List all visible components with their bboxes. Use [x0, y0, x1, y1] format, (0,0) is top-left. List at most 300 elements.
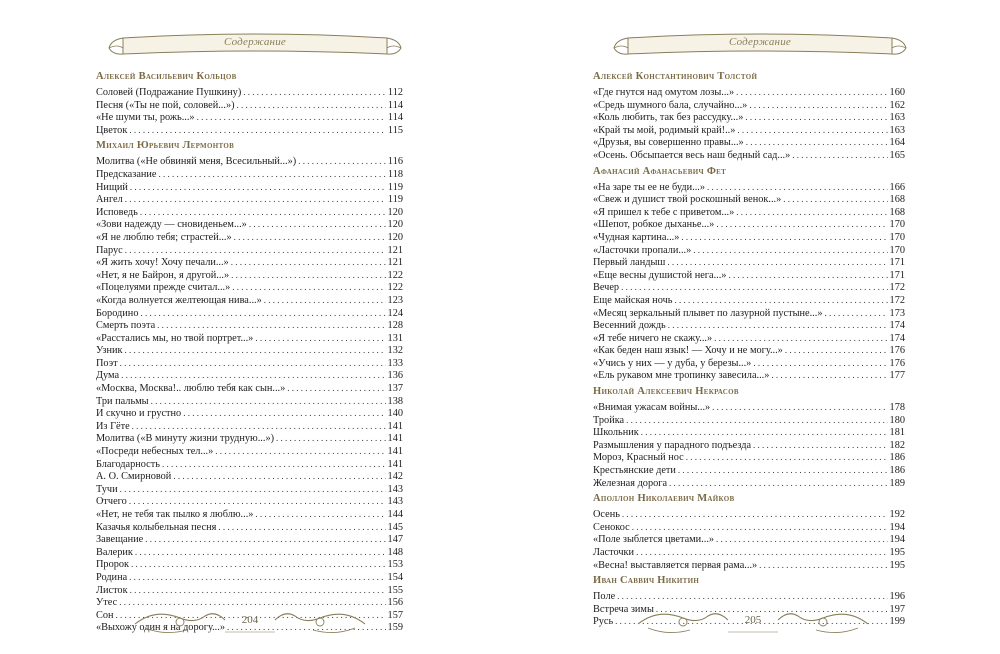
entry-page-number: 143 [387, 483, 403, 495]
dot-leader [158, 168, 385, 181]
entry-page-number: 199 [889, 616, 905, 628]
entry-title: Исповедь [96, 206, 138, 218]
dot-leader [632, 521, 888, 534]
toc-entry [96, 508, 403, 521]
footer-ornament [628, 602, 878, 642]
entry-page-number: 181 [889, 427, 905, 439]
entry-title: Из Гёте [96, 420, 130, 432]
entry-page-number: 160 [889, 87, 905, 98]
dot-leader [737, 124, 887, 137]
dot-leader [716, 218, 887, 231]
page-number: 205 [744, 614, 762, 626]
entry-title: Размышления у парадного подъезда [593, 439, 752, 451]
entry-page-number: 174 [889, 332, 905, 344]
entry-page-number: 147 [387, 534, 403, 546]
entry-page-number: 176 [889, 345, 905, 357]
dot-leader [125, 244, 386, 257]
dot-leader [132, 420, 386, 433]
dot-leader [716, 533, 888, 546]
dot-leader [140, 307, 385, 320]
toc-entry [96, 395, 403, 408]
entry-page-number: 153 [387, 559, 403, 571]
entry-title: «Еще весны душистой нега...» [593, 269, 727, 281]
dot-leader [707, 181, 888, 194]
dot-leader [681, 231, 887, 244]
right-page [500, 0, 1000, 654]
entry-title: «Свеж и душист твой роскошный венок...» [593, 194, 782, 206]
entry-title: Благодарность [96, 458, 160, 470]
dot-leader [712, 401, 887, 414]
dot-leader [641, 426, 888, 439]
entry-title: Пророк [96, 559, 130, 571]
toc-entry [96, 357, 403, 370]
header-banner [610, 28, 910, 64]
entry-page-number: 121 [387, 244, 403, 256]
entry-title: «Я жить хочу! Хочу печали...» [96, 257, 229, 269]
dot-leader [753, 439, 888, 452]
entry-page-number: 195 [889, 559, 905, 571]
entry-title: Три пальмы [96, 395, 149, 407]
author-heading: Николай Алексеевич Некрасов [593, 386, 739, 398]
entry-title: «Поле зыблется цветами...» [593, 534, 715, 546]
entry-page-number: 172 [889, 294, 905, 306]
entry-title: «Выхожу один я на дорогу...» [96, 622, 225, 634]
entry-title: Утес [96, 597, 118, 609]
entry-page-number: 141 [387, 446, 403, 458]
entry-title: Соловей (Подражание Пушкину) [96, 87, 242, 98]
toc-entry [593, 344, 905, 357]
entry-page-number: 120 [387, 231, 403, 243]
dot-leader [120, 483, 386, 496]
toc-entry [593, 99, 905, 112]
toc-entry [96, 99, 403, 112]
entry-title: Весенний дождь [593, 320, 666, 332]
dot-leader [617, 590, 887, 603]
entry-page-number: 114 [387, 99, 403, 111]
entry-page-number: 163 [889, 112, 905, 124]
entry-title: Осень [593, 509, 620, 521]
dot-leader [234, 231, 386, 244]
entry-title: Встреча зимы [593, 603, 654, 615]
dot-leader [129, 571, 385, 584]
dot-leader [728, 269, 887, 282]
toc-entry [593, 508, 905, 521]
toc-entry [593, 439, 905, 452]
entry-title: Сенокос [593, 521, 630, 533]
dot-leader [231, 269, 385, 282]
entry-page-number: 112 [387, 87, 403, 98]
dot-leader [173, 470, 385, 483]
entry-title: «Коль любить, так без рассудку...» [593, 112, 744, 124]
entry-title: Молитва («Не обвиняй меня, Всесильный...») [96, 156, 297, 168]
entry-title: Мороз, Красный нос [593, 452, 684, 464]
entry-page-number: 189 [889, 477, 905, 489]
entry-title: Дума [96, 370, 120, 382]
toc-entry [593, 357, 905, 370]
dot-leader [130, 584, 386, 597]
toc-entry [96, 369, 403, 382]
toc-entry [593, 218, 905, 231]
toc-entry [96, 206, 403, 219]
dot-leader [124, 344, 385, 357]
entry-page-number: 171 [889, 269, 905, 281]
entry-title: «Средь шумного бала, случайно...» [593, 99, 748, 111]
toc-entry [593, 546, 905, 559]
entry-title: Школьник [593, 427, 639, 439]
entry-title: Еще майская ночь [593, 294, 673, 306]
dot-leader [218, 521, 385, 534]
entry-page-number: 123 [387, 294, 403, 306]
entry-page-number: 171 [889, 257, 905, 269]
entry-page-number: 170 [889, 231, 905, 243]
toc-entry [593, 533, 905, 546]
entry-page-number: 121 [387, 257, 403, 269]
toc-entry [96, 407, 403, 420]
entry-title: «Когда волнуется желтеющая нива...» [96, 294, 262, 306]
dot-leader [120, 357, 386, 370]
author-heading: Михаил Юрьевич Лермонтов [96, 140, 235, 152]
entry-page-number: 170 [889, 244, 905, 256]
toc-entry [593, 369, 905, 382]
entry-title: «Расстались мы, но твой портрет...» [96, 332, 254, 344]
entry-title: Парус [96, 244, 123, 256]
entry-title: Родина [96, 571, 128, 583]
entry-page-number: 192 [889, 509, 905, 521]
dot-leader [215, 445, 385, 458]
dot-leader [151, 395, 386, 408]
entry-page-number: 119 [387, 181, 403, 193]
entry-title: Смерть поэта [96, 320, 156, 332]
entry-page-number: 131 [387, 332, 403, 344]
toc-entry [593, 256, 905, 269]
entry-title: «Не шуми ты, рожь...» [96, 112, 195, 124]
entry-title: «Чудная картина...» [593, 231, 680, 243]
toc-entry [96, 319, 403, 332]
toc-entry [593, 281, 905, 294]
entry-page-number: 141 [387, 458, 403, 470]
entry-title: «Я тебе ничего не скажу...» [593, 332, 713, 344]
dot-leader [746, 136, 888, 149]
toc-entry [96, 269, 403, 282]
entry-title: «Учись у них — у дуба, у березы...» [593, 357, 752, 369]
entry-title: Узник [96, 345, 123, 357]
dot-leader [145, 533, 385, 546]
toc-entry [593, 269, 905, 282]
toc-entry [96, 244, 403, 257]
entry-title: «Внимая ужасам войны...» [593, 402, 711, 414]
entry-page-number: 120 [387, 219, 403, 231]
toc-entry [593, 451, 905, 464]
entry-title: Валерик [96, 546, 133, 558]
entry-page-number: 174 [889, 320, 905, 332]
toc-entry [96, 181, 403, 194]
toc-list [96, 70, 403, 634]
toc-entry [593, 477, 905, 490]
dot-leader [232, 281, 385, 294]
entry-page-number: 194 [889, 521, 905, 533]
entry-page-number: 132 [387, 345, 403, 357]
toc-entry [96, 256, 403, 269]
dot-leader [237, 99, 386, 112]
header-title: Содержание [728, 36, 791, 48]
entry-title: «Я пришел к тебе с приветом...» [593, 206, 735, 218]
entry-title: Тройка [593, 414, 625, 426]
toc-entry [96, 111, 403, 124]
footer-ornament [125, 602, 375, 642]
author-heading: Афанасий Афанасьевич Фет [593, 165, 727, 177]
toc-entry [96, 307, 403, 320]
entry-title: Вечер [593, 282, 620, 294]
page-number: 204 [241, 614, 259, 626]
entry-page-number: 115 [387, 124, 403, 136]
entry-page-number: 172 [889, 282, 905, 294]
toc-entry [96, 155, 403, 168]
entry-page-number: 180 [889, 414, 905, 426]
entry-page-number: 141 [387, 433, 403, 445]
dot-leader [622, 508, 888, 521]
entry-page-number: 186 [889, 465, 905, 477]
entry-page-number: 140 [387, 408, 403, 420]
entry-title: Цветок [96, 124, 128, 136]
dot-leader [162, 458, 386, 471]
entry-page-number: 173 [889, 307, 905, 319]
dot-leader [783, 193, 887, 206]
toc-entry [593, 294, 905, 307]
entry-page-number: 124 [387, 307, 403, 319]
dot-leader [714, 332, 887, 345]
toc-entry [593, 521, 905, 534]
entry-page-number: 155 [387, 584, 403, 596]
entry-page-number: 177 [889, 370, 905, 382]
dot-leader [249, 218, 386, 231]
dot-leader [276, 432, 386, 445]
toc-entry [96, 382, 403, 395]
entry-title: Песня («Ты не пой, соловей...») [96, 99, 235, 111]
dot-leader [121, 369, 385, 382]
toc-entry [593, 193, 905, 206]
dot-leader [736, 86, 887, 99]
entry-title: Железная дорога [593, 477, 668, 489]
entry-title: Молитва («В минуту жизни трудную...») [96, 433, 275, 445]
dot-leader [745, 111, 887, 124]
dot-leader [135, 546, 386, 559]
entry-page-number: 168 [889, 194, 905, 206]
toc-entry [96, 558, 403, 571]
entry-title: «Край ты мой, родимый край!..» [593, 124, 736, 136]
entry-title: Отчего [96, 496, 127, 508]
dot-leader [792, 149, 887, 162]
entry-title: Первый ландыш [593, 257, 666, 269]
entry-title: «Поцелуями прежде считал...» [96, 282, 231, 294]
header-title: Содержание [223, 36, 286, 48]
entry-title: «Зови надежду — сновиденьем...» [96, 219, 247, 231]
entry-title: «Москва, Москва!.. люблю тебя как сын...» [96, 383, 286, 395]
toc-list [593, 70, 905, 628]
dot-leader [243, 86, 386, 99]
dot-leader [129, 495, 386, 508]
entry-page-number: 162 [889, 99, 905, 111]
entry-title: Сон [96, 609, 114, 621]
toc-entry [96, 584, 403, 597]
dot-leader [621, 281, 887, 294]
author-heading: Аполлон Николаевич Майков [593, 493, 735, 505]
toc-entry [96, 533, 403, 546]
entry-title: Бородино [96, 307, 139, 319]
toc-entry [96, 332, 403, 345]
dot-leader [255, 508, 385, 521]
entry-page-number: 154 [387, 571, 403, 583]
toc-entry [593, 149, 905, 162]
toc-entry [96, 218, 403, 231]
toc-entry [593, 244, 905, 257]
toc-entry [593, 86, 905, 99]
toc-entry [593, 426, 905, 439]
entry-page-number: 122 [387, 282, 403, 294]
entry-page-number: 148 [387, 546, 403, 558]
toc-entry [96, 470, 403, 483]
entry-title: «Осень. Обсыпается весь наш бедный сад...» [593, 149, 791, 161]
entry-title: «Месяц зеркальный плывет по лазурной пустыне...» [593, 307, 823, 319]
entry-title: Завещание [96, 534, 144, 546]
toc-entry [593, 136, 905, 149]
entry-title: «Как беден наш язык! — Хочу и не могу...» [593, 345, 783, 357]
toc-entry [96, 546, 403, 559]
dot-leader [736, 206, 887, 219]
author-heading: Алексей Константинович Толстой [593, 71, 758, 82]
entry-page-number: 194 [889, 534, 905, 546]
entry-page-number: 157 [387, 609, 403, 621]
entry-page-number: 164 [889, 137, 905, 149]
entry-page-number: 168 [889, 206, 905, 218]
toc-entry [96, 86, 403, 99]
entry-page-number: 141 [387, 420, 403, 432]
entry-page-number: 166 [889, 181, 905, 193]
dot-leader [197, 111, 386, 124]
entry-title: Ласточки [593, 547, 635, 558]
dot-leader [231, 256, 386, 269]
dot-leader [298, 155, 386, 168]
entry-title: Крестьянские дети [593, 465, 676, 477]
toc-entry [96, 231, 403, 244]
dot-leader [626, 414, 887, 427]
entry-title: Русь [593, 616, 614, 628]
dot-leader [759, 559, 887, 572]
entry-title: «Друзья, вы совершенно правы...» [593, 137, 744, 149]
toc-entry [593, 181, 905, 194]
entry-title: Поэт [96, 357, 118, 369]
entry-title: «Где гнутся над омутом лозы...» [593, 87, 735, 98]
entry-title: Поле [593, 591, 616, 603]
dot-leader [693, 244, 887, 257]
dot-leader [686, 451, 888, 464]
dot-leader [131, 558, 386, 571]
entry-page-number: 138 [387, 395, 403, 407]
toc-entry [96, 294, 403, 307]
header-banner [105, 28, 405, 64]
toc-entry [593, 319, 905, 332]
entry-page-number: 142 [387, 471, 403, 483]
dot-leader [749, 99, 887, 112]
entry-page-number: 182 [889, 439, 905, 451]
entry-page-number: 128 [387, 320, 403, 332]
dot-leader [130, 181, 386, 194]
entry-page-number: 137 [387, 383, 403, 395]
entry-title: И скучно и грустно [96, 408, 182, 420]
entry-page-number: 176 [889, 357, 905, 369]
toc-entry [593, 332, 905, 345]
entry-page-number: 145 [387, 521, 403, 533]
toc-entry [96, 521, 403, 534]
entry-page-number: 195 [889, 547, 905, 558]
toc-entry [593, 206, 905, 219]
dot-leader [125, 193, 386, 206]
toc-entry [96, 168, 403, 181]
dot-leader [140, 206, 386, 219]
dot-leader [674, 294, 887, 307]
dot-leader [668, 319, 888, 332]
entry-page-number: 197 [889, 603, 905, 615]
toc-entry [96, 281, 403, 294]
entry-page-number: 165 [889, 149, 905, 161]
toc-entry [96, 344, 403, 357]
entry-title: Казачья колыбельная песня [96, 521, 217, 533]
entry-title: Нищий [96, 181, 128, 193]
toc-entry [593, 559, 905, 572]
entry-page-number: 143 [387, 496, 403, 508]
dot-leader [157, 319, 385, 332]
entry-title: Листок [96, 584, 128, 596]
dot-leader [183, 407, 385, 420]
toc-entry [593, 590, 905, 603]
toc-entry [96, 432, 403, 445]
entry-title: «Шепот, робкое дыханье...» [593, 219, 715, 231]
entry-title: Предсказание [96, 168, 157, 180]
entry-title: «Нет, я не Байрон, я другой...» [96, 269, 230, 281]
entry-title: «Ласточки пропали...» [593, 244, 692, 256]
dot-leader [785, 344, 888, 357]
entry-page-number: 186 [889, 452, 905, 464]
entry-title: «Посреди небесных тел...» [96, 446, 214, 458]
entry-title: Тучи [96, 483, 118, 495]
toc-entry [593, 307, 905, 320]
author-heading: Алексей Васильевич Кольцов [96, 71, 237, 82]
dot-leader [255, 332, 385, 345]
dot-leader [287, 382, 385, 395]
entry-page-number: 118 [387, 168, 403, 180]
toc-entry [593, 111, 905, 124]
entry-page-number: 156 [387, 597, 403, 609]
dot-leader [667, 256, 887, 269]
toc-entry [96, 193, 403, 206]
toc-entry [593, 231, 905, 244]
dot-leader [129, 124, 386, 137]
entry-title: «На заре ты ее не буди...» [593, 181, 705, 193]
toc-entry [593, 401, 905, 414]
toc-entry [96, 495, 403, 508]
entry-page-number: 170 [889, 219, 905, 231]
entry-page-number: 163 [889, 124, 905, 136]
toc-entry [593, 464, 905, 477]
entry-title: «Нет, не тебя так пылко я люблю...» [96, 509, 254, 520]
entry-title: Ангел [96, 194, 123, 206]
entry-page-number: 133 [387, 357, 403, 369]
entry-title: «Весна! выставляется первая рама...» [593, 559, 758, 571]
toc-entry [96, 124, 403, 137]
dot-leader [669, 477, 888, 490]
toc-entry [96, 571, 403, 584]
toc-entry [96, 420, 403, 433]
toc-entry [593, 124, 905, 137]
